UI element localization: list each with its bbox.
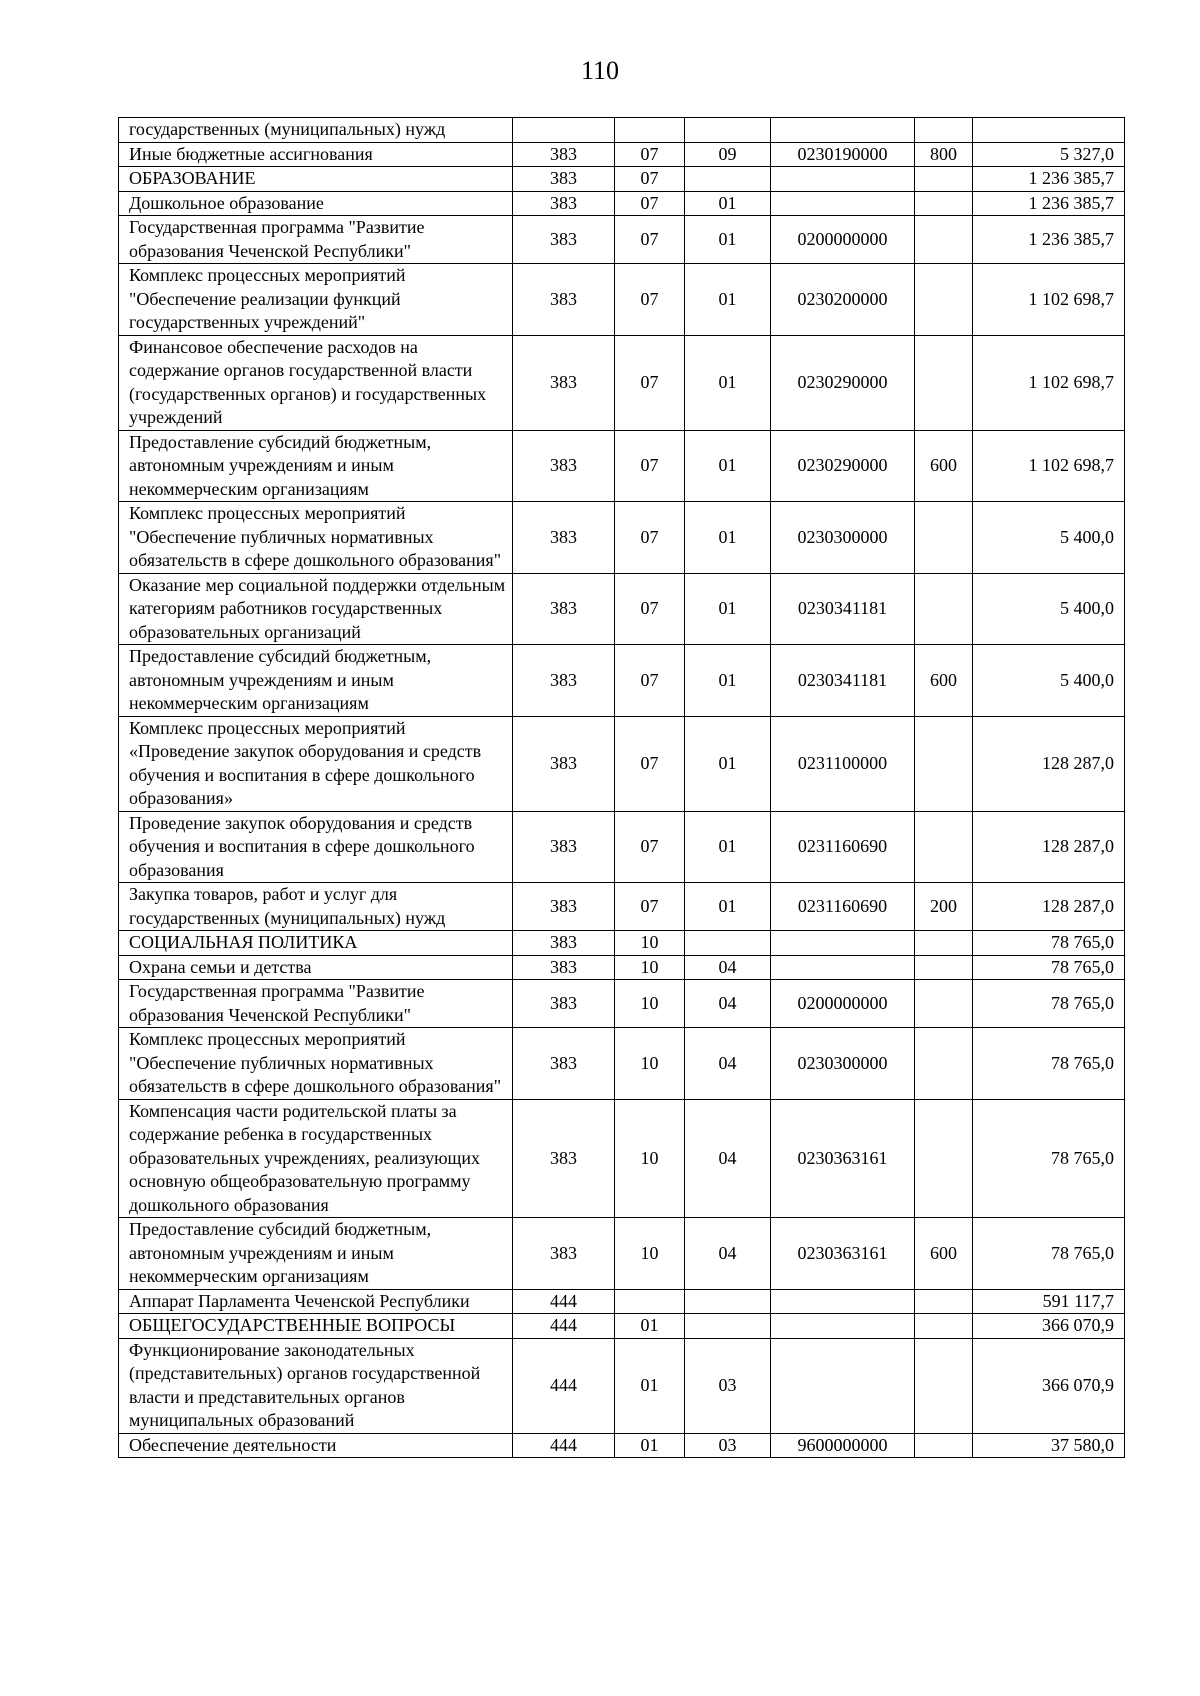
row-amount-cell: 1 236 385,7	[973, 167, 1125, 192]
row-csr-cell: 0230341181	[771, 573, 915, 645]
row-rz-cell: 01	[615, 1314, 685, 1339]
table-row	[119, 1338, 1125, 1433]
row-csr-cell: 0230200000	[771, 264, 915, 336]
row-vr-cell	[915, 1433, 973, 1458]
table-row	[119, 167, 1125, 192]
row-pr-cell: 04	[685, 955, 771, 980]
row-vr-cell	[915, 955, 973, 980]
table-row	[119, 955, 1125, 980]
table-row	[119, 1218, 1125, 1290]
row-name-cell: Комплекс процессных мероприятий «Проведение закупок оборудования и средств обучения и воспитания в сфере дошкольного образования»	[119, 716, 513, 811]
table-row	[119, 1289, 1125, 1314]
table-row	[119, 118, 1125, 143]
row-rz-cell: 07	[615, 811, 685, 883]
row-vr-cell	[915, 573, 973, 645]
row-vr-cell	[915, 1338, 973, 1433]
row-ved-cell: 383	[513, 980, 615, 1028]
row-rz-cell: 07	[615, 573, 685, 645]
row-name-cell: Предоставление субсидий бюджетным, автономным учреждениям и иным некоммерческим организациям	[119, 645, 513, 717]
row-amount-cell: 78 765,0	[973, 1099, 1125, 1218]
table-row	[119, 191, 1125, 216]
row-ved-cell: 383	[513, 645, 615, 717]
row-vr-cell	[915, 191, 973, 216]
row-name-cell: Финансовое обеспечение расходов на содержание органов государственной власти (государственных органов) и государственных учреждений	[119, 335, 513, 430]
row-csr-cell: 0230290000	[771, 430, 915, 502]
page-number: 110	[580, 56, 620, 85]
row-pr-cell: 04	[685, 1099, 771, 1218]
row-csr-cell: 0231160690	[771, 883, 915, 931]
table-row	[119, 216, 1125, 264]
row-rz-cell: 07	[615, 191, 685, 216]
row-name-cell: Дошкольное образование	[119, 191, 513, 216]
row-ved-cell: 383	[513, 264, 615, 336]
table-row	[119, 811, 1125, 883]
row-vr-cell	[915, 811, 973, 883]
table-row	[119, 716, 1125, 811]
row-name-cell: Аппарат Парламента Чеченской Республики	[119, 1289, 513, 1314]
row-ved-cell: 383	[513, 430, 615, 502]
row-amount-cell	[973, 118, 1125, 143]
row-pr-cell	[685, 1314, 771, 1339]
row-name-cell: Государственная программа "Развитие образования Чеченской Республики"	[119, 980, 513, 1028]
row-csr-cell	[771, 191, 915, 216]
row-csr-cell: 0230341181	[771, 645, 915, 717]
row-name-cell: Иные бюджетные ассигнования	[119, 142, 513, 167]
row-amount-cell: 5 400,0	[973, 502, 1125, 574]
row-csr-cell: 0231160690	[771, 811, 915, 883]
row-name-cell: Проведение закупок оборудования и средств обучения и воспитания в сфере дошкольного образования	[119, 811, 513, 883]
table-row	[119, 645, 1125, 717]
row-name-cell: Комплекс процессных мероприятий "Обеспечение публичных нормативных обязательств в сфере дошкольного образования"	[119, 502, 513, 574]
row-csr-cell	[771, 118, 915, 143]
table-row	[119, 980, 1125, 1028]
row-amount-cell: 1 102 698,7	[973, 430, 1125, 502]
row-csr-cell	[771, 1289, 915, 1314]
row-amount-cell: 78 765,0	[973, 980, 1125, 1028]
row-csr-cell	[771, 931, 915, 956]
row-rz-cell: 10	[615, 1099, 685, 1218]
row-amount-cell: 5 327,0	[973, 142, 1125, 167]
row-pr-cell: 01	[685, 335, 771, 430]
row-ved-cell: 444	[513, 1289, 615, 1314]
row-amount-cell: 1 236 385,7	[973, 191, 1125, 216]
budget-table	[118, 117, 1125, 1458]
row-vr-cell	[915, 1099, 973, 1218]
row-amount-cell: 78 765,0	[973, 955, 1125, 980]
table-row	[119, 1028, 1125, 1100]
row-ved-cell: 383	[513, 191, 615, 216]
row-csr-cell: 0230300000	[771, 502, 915, 574]
row-rz-cell: 01	[615, 1338, 685, 1433]
row-rz-cell: 07	[615, 264, 685, 336]
row-csr-cell	[771, 1338, 915, 1433]
row-amount-cell: 128 287,0	[973, 716, 1125, 811]
row-vr-cell	[915, 264, 973, 336]
row-amount-cell: 591 117,7	[973, 1289, 1125, 1314]
row-ved-cell: 383	[513, 502, 615, 574]
row-csr-cell	[771, 167, 915, 192]
row-csr-cell: 0231100000	[771, 716, 915, 811]
row-pr-cell	[685, 167, 771, 192]
row-pr-cell: 01	[685, 811, 771, 883]
row-ved-cell: 383	[513, 335, 615, 430]
row-vr-cell	[915, 1289, 973, 1314]
budget-table-body	[119, 118, 1125, 1458]
row-csr-cell: 0230290000	[771, 335, 915, 430]
row-amount-cell: 366 070,9	[973, 1314, 1125, 1339]
row-ved-cell	[513, 118, 615, 143]
row-rz-cell	[615, 1289, 685, 1314]
row-csr-cell: 9600000000	[771, 1433, 915, 1458]
row-ved-cell: 383	[513, 216, 615, 264]
row-ved-cell: 383	[513, 931, 615, 956]
row-pr-cell	[685, 118, 771, 143]
row-vr-cell	[915, 118, 973, 143]
row-rz-cell: 07	[615, 645, 685, 717]
row-name-cell: Закупка товаров, работ и услуг для государственных (муниципальных) нужд	[119, 883, 513, 931]
row-rz-cell: 07	[615, 502, 685, 574]
row-ved-cell: 444	[513, 1338, 615, 1433]
row-rz-cell: 07	[615, 335, 685, 430]
row-name-cell: СОЦИАЛЬНАЯ ПОЛИТИКА	[119, 931, 513, 956]
row-vr-cell: 600	[915, 1218, 973, 1290]
row-ved-cell: 383	[513, 811, 615, 883]
row-ved-cell: 383	[513, 883, 615, 931]
row-pr-cell: 01	[685, 264, 771, 336]
row-amount-cell: 37 580,0	[973, 1433, 1125, 1458]
row-rz-cell: 07	[615, 430, 685, 502]
row-rz-cell: 07	[615, 142, 685, 167]
row-vr-cell	[915, 716, 973, 811]
row-amount-cell: 5 400,0	[973, 573, 1125, 645]
row-vr-cell	[915, 1028, 973, 1100]
row-vr-cell: 800	[915, 142, 973, 167]
table-row	[119, 1314, 1125, 1339]
table-row	[119, 573, 1125, 645]
row-ved-cell: 383	[513, 573, 615, 645]
row-name-cell: Комплекс процессных мероприятий "Обеспечение публичных нормативных обязательств в сфере дошкольного образования"	[119, 1028, 513, 1100]
row-csr-cell: 0230190000	[771, 142, 915, 167]
row-amount-cell: 1 102 698,7	[973, 264, 1125, 336]
table-row	[119, 335, 1125, 430]
row-vr-cell	[915, 335, 973, 430]
row-ved-cell: 383	[513, 1099, 615, 1218]
row-pr-cell: 04	[685, 980, 771, 1028]
row-rz-cell	[615, 118, 685, 143]
row-rz-cell: 10	[615, 955, 685, 980]
row-vr-cell	[915, 216, 973, 264]
row-rz-cell: 07	[615, 716, 685, 811]
row-name-cell: Обеспечение деятельности	[119, 1433, 513, 1458]
row-pr-cell: 01	[685, 716, 771, 811]
row-pr-cell: 01	[685, 216, 771, 264]
row-pr-cell: 01	[685, 883, 771, 931]
row-csr-cell: 0200000000	[771, 980, 915, 1028]
row-name-cell: Комплекс процессных мероприятий "Обеспечение реализации функций государственных учреждений"	[119, 264, 513, 336]
row-pr-cell: 01	[685, 573, 771, 645]
table-row	[119, 430, 1125, 502]
row-vr-cell	[915, 502, 973, 574]
row-name-cell: Государственная программа "Развитие образования Чеченской Республики"	[119, 216, 513, 264]
row-amount-cell: 128 287,0	[973, 883, 1125, 931]
row-rz-cell: 07	[615, 883, 685, 931]
row-vr-cell: 600	[915, 645, 973, 717]
row-ved-cell: 383	[513, 142, 615, 167]
row-vr-cell	[915, 1314, 973, 1339]
row-csr-cell: 0230363161	[771, 1218, 915, 1290]
row-amount-cell: 1 236 385,7	[973, 216, 1125, 264]
row-rz-cell: 10	[615, 931, 685, 956]
row-pr-cell: 03	[685, 1433, 771, 1458]
table-row	[119, 502, 1125, 574]
row-ved-cell: 444	[513, 1314, 615, 1339]
table-row	[119, 1433, 1125, 1458]
row-amount-cell: 78 765,0	[973, 1028, 1125, 1100]
row-vr-cell	[915, 167, 973, 192]
row-ved-cell: 383	[513, 955, 615, 980]
table-row	[119, 883, 1125, 931]
row-amount-cell: 78 765,0	[973, 931, 1125, 956]
row-csr-cell: 0230300000	[771, 1028, 915, 1100]
row-csr-cell: 0200000000	[771, 216, 915, 264]
table-row	[119, 1099, 1125, 1218]
row-csr-cell	[771, 1314, 915, 1339]
row-rz-cell: 01	[615, 1433, 685, 1458]
row-amount-cell: 1 102 698,7	[973, 335, 1125, 430]
table-row	[119, 264, 1125, 336]
row-rz-cell: 10	[615, 1218, 685, 1290]
row-amount-cell: 128 287,0	[973, 811, 1125, 883]
row-name-cell: Оказание мер социальной поддержки отдельным категориям работников государственных образовательных организаций	[119, 573, 513, 645]
row-vr-cell	[915, 980, 973, 1028]
row-amount-cell: 366 070,9	[973, 1338, 1125, 1433]
row-name-cell: Предоставление субсидий бюджетным, автономным учреждениям и иным некоммерческим организациям	[119, 1218, 513, 1290]
row-amount-cell: 78 765,0	[973, 1218, 1125, 1290]
row-name-cell: государственных (муниципальных) нужд	[119, 118, 513, 143]
row-name-cell: Функционирование законодательных (представительных) органов государственной власти и представительных органов муниципальных образований	[119, 1338, 513, 1433]
row-ved-cell: 383	[513, 716, 615, 811]
row-pr-cell: 01	[685, 430, 771, 502]
row-name-cell: Компенсация части родительской платы за содержание ребенка в государственных образовательных учреждениях, реализующих основную общеобразовательную программу дошкольного образования	[119, 1099, 513, 1218]
row-pr-cell: 01	[685, 502, 771, 574]
row-pr-cell	[685, 931, 771, 956]
row-name-cell: Охрана семьи и детства	[119, 955, 513, 980]
row-pr-cell	[685, 1289, 771, 1314]
table-row	[119, 931, 1125, 956]
row-vr-cell: 600	[915, 430, 973, 502]
table-row	[119, 142, 1125, 167]
row-rz-cell: 10	[615, 980, 685, 1028]
row-pr-cell: 09	[685, 142, 771, 167]
row-ved-cell: 444	[513, 1433, 615, 1458]
row-pr-cell: 04	[685, 1218, 771, 1290]
row-ved-cell: 383	[513, 1028, 615, 1100]
row-rz-cell: 10	[615, 1028, 685, 1100]
row-vr-cell: 200	[915, 883, 973, 931]
row-pr-cell: 01	[685, 645, 771, 717]
row-vr-cell	[915, 931, 973, 956]
row-name-cell: ОБЩЕГОСУДАРСТВЕННЫЕ ВОПРОСЫ	[119, 1314, 513, 1339]
row-rz-cell: 07	[615, 216, 685, 264]
row-name-cell: ОБРАЗОВАНИЕ	[119, 167, 513, 192]
row-name-cell: Предоставление субсидий бюджетным, автономным учреждениям и иным некоммерческим организациям	[119, 430, 513, 502]
row-ved-cell: 383	[513, 1218, 615, 1290]
row-pr-cell: 03	[685, 1338, 771, 1433]
row-rz-cell: 07	[615, 167, 685, 192]
row-ved-cell: 383	[513, 167, 615, 192]
row-csr-cell	[771, 955, 915, 980]
row-pr-cell: 01	[685, 191, 771, 216]
row-pr-cell: 04	[685, 1028, 771, 1100]
row-amount-cell: 5 400,0	[973, 645, 1125, 717]
row-csr-cell: 0230363161	[771, 1099, 915, 1218]
